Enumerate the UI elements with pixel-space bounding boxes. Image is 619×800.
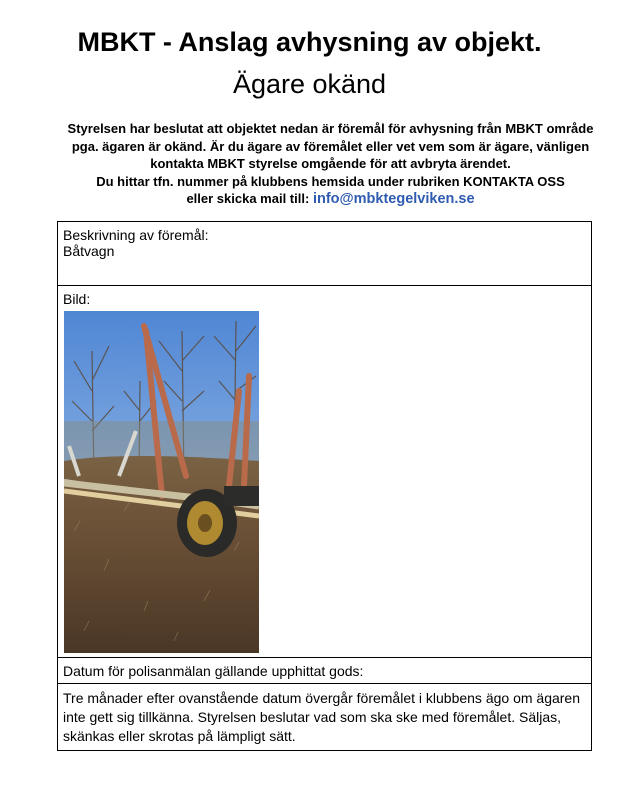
description-value: Båtvagn: [63, 243, 115, 259]
image-label: Bild:: [63, 291, 91, 307]
notice-line: Du hittar tfn. nummer på klubbens hemsida under rubriken KONTAKTA OSS: [96, 173, 565, 189]
boat-trailer-photo: [64, 311, 259, 653]
page-subtitle: Ägare okänd: [232, 69, 387, 99]
image-cell: [58, 286, 592, 658]
notice-line: pga. ägaren är okänd. Är du ägare av föremålet eller vet vem som är ägare, vänligen: [71, 138, 590, 154]
notice-mail-line: [58, 190, 603, 209]
rules-cell: [58, 684, 592, 751]
notice-line: kontakta MBKT styrelse omgående för att avbryta ärendet.: [150, 156, 511, 171]
date-cell: [58, 658, 592, 684]
page-title: MBKT - Anslag avhysning av objekt.: [77, 27, 542, 57]
object-form: [57, 221, 592, 751]
date-label: Datum för polisanmälan gällande upphittat gods:: [63, 663, 364, 679]
email-link[interactable]: info@mbktegelviken.se: [312, 191, 475, 207]
description-label: Beskrivning av föremål:: [63, 227, 209, 243]
rules-text: Tre månader efter ovanstående datum övergår föremålet i klubbens ägo om ägaren inte gett sig tillkänna. Styrelsen beslutar vad som ska ske med föremålet. Säljas, skänkas eller skrotas på lämpligt sätt.: [63, 690, 581, 744]
mail-prefix: eller skicka mail till:: [186, 191, 310, 206]
description-cell: [58, 222, 592, 286]
notice-line: Styrelsen har beslutat att objektet nedan är föremål för avhysning från MBKT område: [67, 121, 594, 136]
notice-text: [58, 120, 603, 209]
